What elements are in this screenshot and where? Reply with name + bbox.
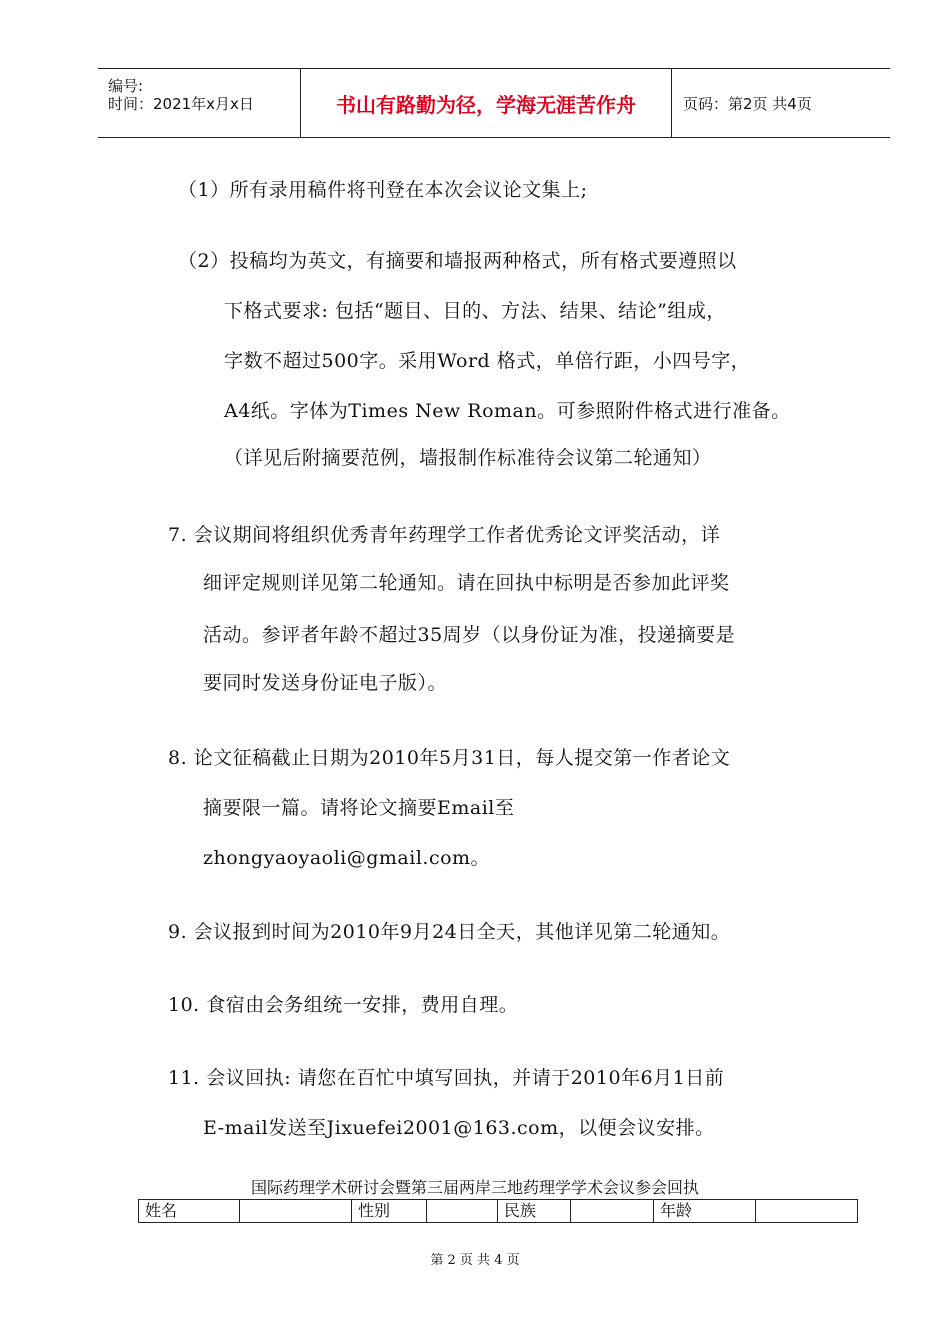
item-7-line-1: 7. 会议期间将组织优秀青年药理学工作者优秀论文评奖活动，详 [168, 524, 721, 546]
header-meta-cell [98, 69, 301, 137]
item-11-line-1: 11. 会议回执: 请您在百忙中填写回执，并请于2010年6月1日前 [168, 1067, 725, 1089]
item-2-line-2: 下格式要求: 包括“题目、目的、方法、结果、结论”组成， [224, 300, 726, 322]
name-label: 姓名 [139, 1200, 240, 1222]
item-8-line-1: 8. 论文征稿截止日期为2010年5月31日，每人提交第一作者论文 [168, 747, 731, 769]
item-7-line-3: 活动。参评者年龄不超过35周岁（以身份证为准，投递摘要是 [203, 624, 736, 646]
item-1: （1）所有录用稿件将刊登在本次会议论文集上; [178, 179, 588, 201]
reply-form-table [138, 1199, 858, 1223]
item-2-line-5: （详见后附摘要范例，墙报制作标准待会议第二轮通知） [224, 447, 712, 469]
name-field[interactable] [240, 1200, 352, 1222]
time-label: 时间：2021年x月x日 [108, 95, 254, 113]
header-page-code: 页码：第2页 共4页 [683, 94, 812, 113]
number-label: 编号: [108, 77, 144, 95]
item-2-line-1: （2）投稿均为英文，有摘要和墙报两种格式，所有格式要遵照以 [178, 250, 737, 272]
item-11-line-2: E-mail发送至Jixuefei2001@163.com，以便会议安排。 [203, 1117, 715, 1139]
header-motto: 书山有路勤为径，学海无涯苦作舟 [301, 69, 672, 137]
item-8-email: zhongyaoyaoli@gmail.com。 [203, 847, 491, 869]
item-2-line-3: 字数不超过500字。采用Word 格式，单倍行距，小四号字， [224, 350, 751, 372]
item-10: 10. 食宿由会务组统一安排，费用自理。 [168, 994, 519, 1016]
page-footer: 第 2 页 共 4 页 [430, 1253, 520, 1268]
item-2-line-4: A4纸。字体为Times New Roman。可参照附件格式进行准备。 [224, 400, 791, 422]
item-8-line-2: 摘要限一篇。请将论文摘要Email至 [203, 797, 515, 819]
ethnicity-field[interactable] [571, 1200, 654, 1222]
gender-field[interactable] [427, 1200, 498, 1222]
ethnicity-label: 民族 [498, 1200, 571, 1222]
item-7-line-4: 要同时发送身份证电子版）。 [203, 672, 448, 694]
gender-label: 性别 [352, 1200, 427, 1222]
item-7-line-2: 细评定规则详见第二轮通知。请在回执中标明是否参加此评奖 [203, 572, 730, 594]
form-caption: 国际药理学术研讨会暨第三届两岸三地药理学学术会议参会回执 [250, 1178, 699, 1197]
age-field[interactable] [756, 1200, 857, 1222]
page-header [98, 68, 890, 138]
age-label: 年龄 [654, 1200, 756, 1222]
item-9: 9. 会议报到时间为2010年9月24日全天，其他详见第二轮通知。 [168, 921, 731, 943]
